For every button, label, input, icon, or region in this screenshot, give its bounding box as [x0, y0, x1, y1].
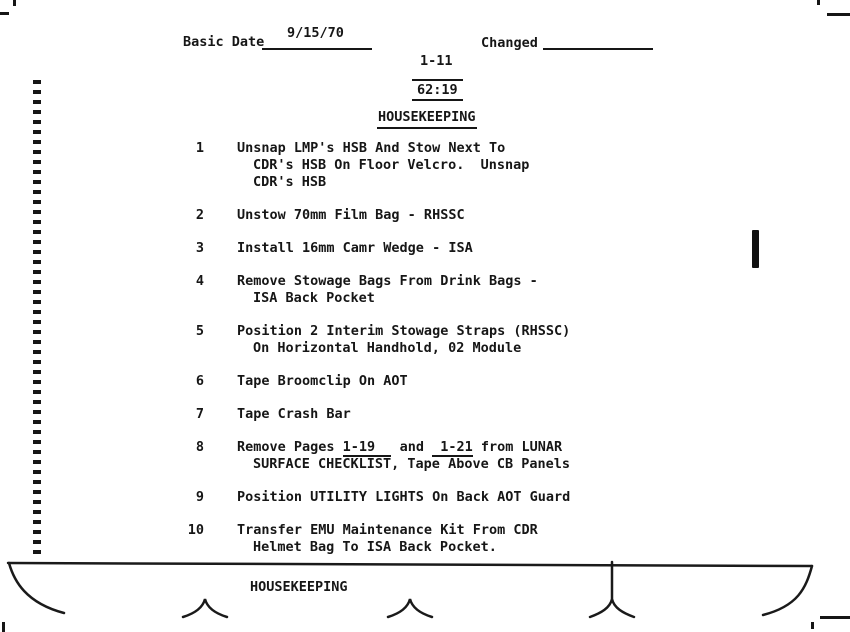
item-number: 9 — [195, 489, 204, 505]
scan-artifact-bar — [752, 230, 759, 268]
item-text-line: CDR's HSB On Floor Velcro. Unsnap — [253, 157, 530, 173]
item-text-line: Position 2 Interim Stowage Straps (RHSSC) — [237, 323, 571, 339]
checklist-item — [180, 522, 670, 556]
checklist-item — [180, 406, 670, 423]
item-text-line: Helmet Bag To ISA Back Pocket. — [253, 539, 497, 555]
item-text-line: Unstow 70mm Film Bag - RHSSC — [237, 207, 465, 223]
page-number: 1-11 — [420, 53, 453, 69]
item-number: 4 — [195, 273, 204, 289]
tab-notch-2 — [388, 599, 432, 617]
fill-in-blank: 1-19 — [342, 439, 392, 455]
item-number: 1 — [195, 140, 204, 156]
basic-date-label: Basic Date — [183, 34, 265, 50]
time-code: 62:19 — [412, 79, 463, 101]
footer-rule — [8, 563, 812, 566]
item-number: 7 — [195, 406, 204, 422]
checklist-item — [180, 140, 670, 191]
item-text-line: Tape Crash Bar — [237, 406, 351, 422]
right-edge-curve — [763, 566, 812, 615]
left-edge-curve — [9, 563, 64, 613]
checklist-item — [180, 273, 670, 307]
item-text-line: Remove Pages 1-19 and 1-21 from LUNAR — [237, 439, 563, 455]
checklist-item — [180, 439, 670, 473]
item-text-line: Tape Broomclip On AOT — [237, 373, 408, 389]
item-number: 8 — [195, 439, 204, 455]
spiral-binding — [33, 80, 41, 558]
section-title: HOUSEKEEPING — [377, 109, 477, 129]
item-text-line: CDR's HSB — [253, 174, 327, 190]
checklist-item — [180, 240, 670, 257]
item-text-line: On Horizontal Handhold, 02 Module — [253, 340, 522, 356]
item-number: 5 — [195, 323, 204, 339]
item-text-line: ISA Back Pocket — [253, 290, 375, 306]
checklist — [180, 140, 670, 572]
item-number: 10 — [187, 522, 204, 538]
checklist-item — [180, 489, 670, 506]
crop-mark-top-left-tick — [13, 0, 16, 6]
crop-mark-top-left-dash — [0, 12, 9, 15]
tab-divider-curves — [0, 555, 850, 632]
item-number: 2 — [195, 207, 204, 223]
fill-in-blank: 1-21 — [432, 439, 473, 455]
tab-notch-3 — [590, 562, 634, 617]
item-number: 3 — [195, 240, 204, 256]
checklist-item — [180, 323, 670, 357]
crop-mark-top-right-dash — [827, 13, 850, 16]
item-text-line: Remove Stowage Bags From Drink Bags - — [237, 273, 538, 289]
item-text-line: SURFACE CHECKLIST, Tape Above CB Panels — [253, 456, 570, 472]
footer-tab-label: HOUSEKEEPING — [250, 579, 348, 595]
tab-notch-1 — [183, 599, 227, 617]
item-text-line: Position UTILITY LIGHTS On Back AOT Guard — [237, 489, 571, 505]
item-number: 6 — [195, 373, 204, 389]
changed-underline — [543, 48, 653, 50]
item-text-line: Unsnap LMP's HSB And Stow Next To — [237, 140, 506, 156]
basic-date-value: 9/15/70 — [287, 25, 344, 41]
item-text-line: Install 16mm Camr Wedge - ISA — [237, 240, 473, 256]
changed-label: Changed — [481, 35, 538, 51]
checklist-item — [180, 207, 670, 224]
checklist-item — [180, 373, 670, 390]
crop-mark-top-right-tick — [817, 0, 820, 5]
basic-date-underline — [262, 48, 372, 50]
item-text-line: Transfer EMU Maintenance Kit From CDR — [237, 522, 538, 538]
